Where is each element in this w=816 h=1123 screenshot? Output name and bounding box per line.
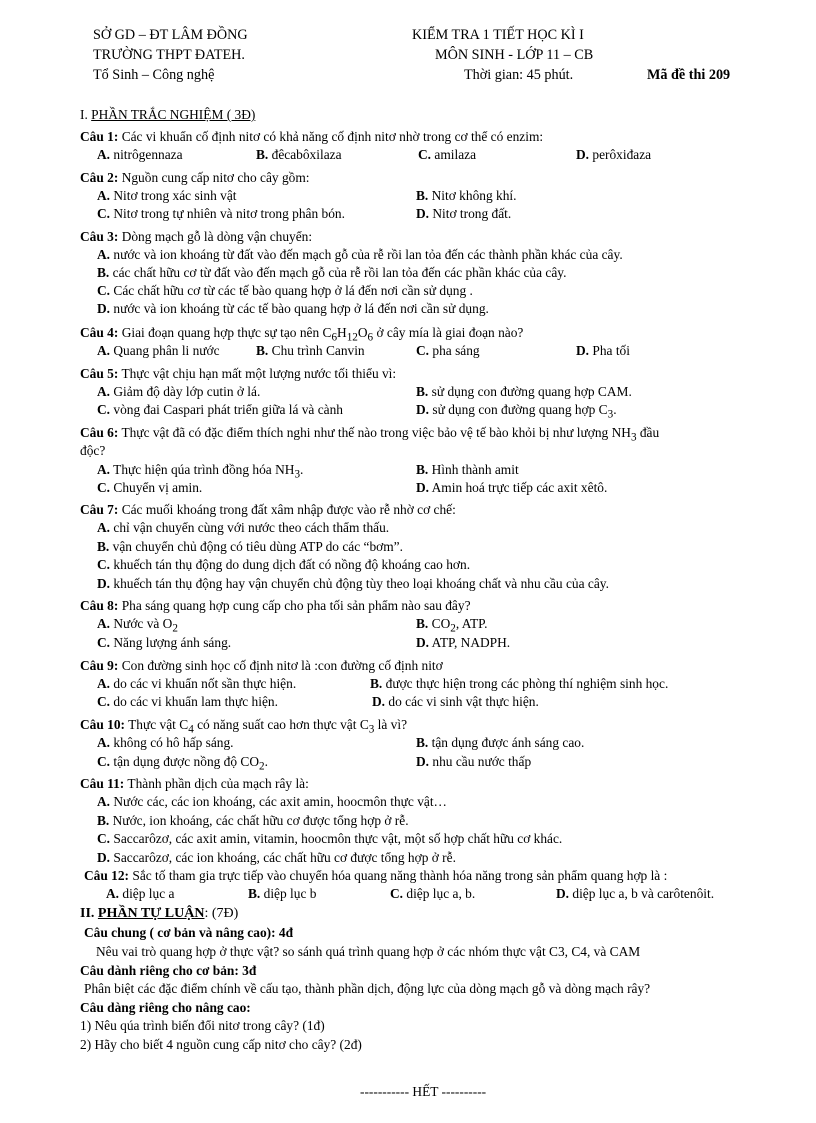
- option-2d: D. Nitơ trong đất.: [416, 206, 512, 221]
- option-5d: D. sử dụng con đường quang hợp $C_3$.: [416, 402, 617, 421]
- option-3a: A. nước và ion khoáng từ đất vào đến mạch gỗ của rễ rồi lan tỏa đến các thành phần khác của cây.: [97, 247, 623, 262]
- option-9a: A. do các vi khuẩn nốt sần thực hiện.: [97, 676, 297, 691]
- part2-heading: II. PHẦN TỰ LUẬN: (7Đ): [80, 906, 239, 921]
- option-2b: B. Nitơ không khí.: [416, 188, 517, 203]
- option-4b: B. Chu trình Canvin: [256, 343, 365, 358]
- option-3b: B. các chất hữu cơ từ đất vào đến mạch gỗ của rễ rồi lan tỏa đến các phần khác của cây.: [97, 265, 567, 280]
- part2-adv-item-1: 1) Nêu qúa trình biến đổi nitơ trong cây? (1đ): [80, 1018, 325, 1033]
- option-4a: A. Quang phân li nước: [97, 343, 220, 358]
- option-10b: B. tận dụng được ánh sáng cao.: [416, 735, 585, 750]
- question-11: Câu 11: Thành phần dịch của mạch rây là:: [80, 776, 309, 791]
- exam-code: Mã đề thi 209: [647, 67, 731, 83]
- part2-basic-text: Phân biệt các đặc điểm chính về cấu tạo, thành phần dịch, động lực của dòng mạch gỗ và dòng mạch rây?: [84, 981, 651, 996]
- option-3c: C. Các chất hữu cơ từ các tế bào quang hợp ở lá đến nơi cần sử dụng .: [97, 283, 473, 298]
- option-11a: A. Nước các, các ion khoáng, các axit amin, hoocmôn thực vật…: [97, 794, 447, 809]
- option-9d: D. do các vi sinh vật thực hiện.: [372, 694, 539, 709]
- option-12a: A. diệp lục a: [106, 886, 175, 901]
- option-12c: C. diệp lục a, b.: [390, 886, 476, 901]
- option-6d: D. Amin hoá trực tiếp các axit xêtô.: [416, 480, 608, 495]
- option-8b: B. $CO_2$, ATP.: [416, 616, 488, 635]
- part1-prefix: I.: [80, 107, 88, 122]
- option-8c: C. Năng lượng ánh sáng.: [97, 635, 232, 650]
- option-4c: C. pha sáng: [416, 343, 480, 358]
- option-1d: D. perôxiđaza: [576, 147, 652, 162]
- option-8d: D. ATP, NADPH.: [416, 635, 511, 650]
- option-5a: A. Giảm độ dày lớp cutin ở lá.: [97, 384, 261, 399]
- option-10a: A. không có hô hấp sáng.: [97, 735, 234, 750]
- header-subject: MÔN SINH - LỚP 11 – CB: [435, 47, 594, 63]
- option-10d: D. nhu cầu nước thấp: [416, 754, 532, 769]
- option-4d: D. Pha tối: [576, 343, 630, 358]
- option-11c: C. Saccarôzơ, các axit amin, vitamin, hoocmôn thực vật, một số hợp chất hữu cơ khác.: [97, 831, 563, 846]
- option-1c: C. amilaza: [418, 147, 477, 162]
- question-5: Câu 5: Thực vật chịu hạn mất một lượng nước tối thiểu vì:: [80, 366, 397, 381]
- part2-basic-title: Câu dành riêng cho cơ bản: 3đ: [80, 963, 257, 978]
- option-6b: B. Hình thành amit: [416, 462, 519, 477]
- question-label: Câu 1:: [80, 129, 119, 144]
- header-school: TRƯỜNG THPT ĐATEH.: [93, 47, 245, 63]
- question-4: Câu 4: Giai đoạn quang hợp thực sự tạo nên $C_6H_{12}O_6$ ở cây mía là giai đoạn nào?: [80, 325, 524, 344]
- end-marker: ----------- HẾT ----------: [360, 1084, 487, 1099]
- part2-common-title: Câu chung ( cơ bản và nâng cao): 4đ: [84, 925, 294, 940]
- part2-adv-item-2: 2) Hãy cho biết 4 nguồn cung cấp nitơ cho cây? (2đ): [80, 1037, 362, 1052]
- option-7b: B. vận chuyển chủ động có tiêu dùng ATP do các “bơm”.: [97, 539, 403, 554]
- part2-common-text: Nêu vai trò quang hợp ở thực vật? so sánh quá trình quang hợp ở các nhóm thực vật C3, C4, và CAM: [96, 944, 641, 959]
- option-6c: C. Chuyển vị amin.: [97, 480, 203, 495]
- option-2c: C. Nitơ trong tự nhiên và nitơ trong phân bón.: [97, 206, 345, 221]
- option-5b: B. sử dụng con đường quang hợp CAM.: [416, 384, 632, 399]
- header-group: Tổ Sinh – Công nghệ: [93, 67, 215, 83]
- option-9b: B. được thực hiện trong các phòng thí nghiệm sinh học.: [370, 676, 669, 691]
- question-3: Câu 3: Dòng mạch gỗ là dòng vận chuyển:: [80, 229, 313, 244]
- question-12: Câu 12: Sắc tố tham gia trực tiếp vào chuyển hóa quang năng thành hóa năng trong sản phẩm quang hợp là :: [84, 868, 668, 883]
- option-5c: C. vòng đai Caspari phát triển giữa lá và cành: [97, 402, 344, 417]
- header-exam-title: KIỂM TRA 1 TIẾT HỌC KÌ I: [412, 27, 584, 43]
- question-2: Câu 2: Nguồn cung cấp nitơ cho cây gồm:: [80, 170, 310, 185]
- option-1a: A. nitrôgennaza: [97, 147, 183, 162]
- option-12d: D. diệp lục a, b và carôtenôit.: [556, 886, 715, 901]
- header-time: Thời gian: 45 phút.: [464, 67, 574, 83]
- option-7c: C. khuếch tán thụ động do dung dịch đất có nồng độ khoáng cao hơn.: [97, 557, 471, 572]
- header-dept: SỞ GD – ĐT LÂM ĐỒNG: [93, 27, 248, 43]
- option-2a: A. Nitơ trong xác sinh vật: [97, 188, 237, 203]
- question-1: [80, 128, 543, 146]
- question-6-cont: độc?: [80, 443, 106, 458]
- part1-title: PHẦN TRẮC NGHIỆM ( 3Đ): [91, 107, 256, 122]
- option-11d: D. Saccarôzơ, các ion khoáng, các chất hữu cơ được tổng hợp ở rễ.: [97, 850, 456, 865]
- option-7d: D. khuếch tán thụ động hay vận chuyển chủ động tùy theo loại khoáng chất và nhu cầu của cây.: [97, 576, 609, 591]
- question-10: Câu 10: Thực vật $C_4$ có năng suất cao hơn thực vật $C_3$ là vì?: [80, 717, 408, 736]
- option-9c: C. do các vi khuẩn lam thực hiện.: [97, 694, 278, 709]
- option-3d: D. nước và ion khoáng từ các tế bào quang hợp ở lá đến nơi cần sử dụng.: [97, 301, 489, 316]
- question-text: Các vi khuẩn cố định nitơ có khả năng cố định nitơ nhờ trong cơ thể có enzim:: [121, 129, 544, 144]
- option-8a: A. Nước và $O_2$: [97, 616, 178, 635]
- question-7: Câu 7: Các muối khoáng trong đất xâm nhập được vào rễ nhờ cơ chế:: [80, 502, 456, 517]
- part2-adv-title: Câu dàng riêng cho nâng cao:: [80, 1000, 251, 1015]
- option-1b: B. đêcabôxilaza: [256, 147, 342, 162]
- option-7a: A. chỉ vận chuyển cùng với nước theo cách thẩm thấu.: [97, 520, 390, 535]
- part1-heading: [80, 106, 255, 124]
- question-6: Câu 6: Thực vật đã có đặc điểm thích nghi như thế nào trong việc bảo vệ tế bào khỏi bị như lượng $NH_3$ đầu: [80, 425, 660, 444]
- question-8: Câu 8: Pha sáng quang hợp cung cấp cho pha tối sản phẩm nào sau đây?: [80, 598, 471, 613]
- option-12b: B. diệp lục b: [248, 886, 317, 901]
- option-10c: C. tận dụng được nồng độ $CO_2$.: [97, 754, 268, 773]
- question-9: Câu 9: Con đường sinh học cố định nitơ là :con đường cố định nitơ: [80, 658, 443, 673]
- option-11b: B. Nước, ion khoáng, các chất hữu cơ được tổng hợp ở rễ.: [97, 813, 409, 828]
- option-6a: A. Thực hiện qúa trình đồng hóa $NH_3$.: [97, 462, 304, 481]
